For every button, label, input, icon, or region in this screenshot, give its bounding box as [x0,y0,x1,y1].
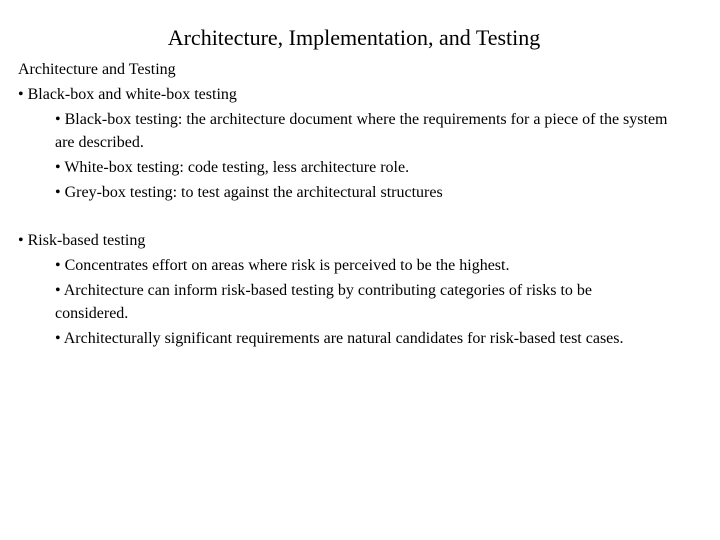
section-heading: Architecture and Testing [18,61,176,78]
section-spacer [18,206,708,229]
sub-bullet-grey-box: • Grey-box testing: to test against the architectural structures [55,184,443,201]
slide-content [18,58,708,352]
sub-bullet-significant-requirements: • Architecturally significant requirements are natural candidates for risk-based test cases. [55,330,624,347]
bullet-risk-based: • Risk-based testing [18,232,146,249]
sub-bullet-black-box: • Black-box testing: the architecture document where the requirements for a piece of the system are described. [55,111,668,151]
bullet-black-white-box: • Black-box and white-box testing [18,86,237,103]
sub-bullet-concentrates: • Concentrates effort on areas where risk is perceived to be the highest. [55,257,510,274]
slide-title: Architecture, Implementation, and Testing [167,25,541,50]
sub-bullet-white-box: • White-box testing: code testing, less architecture role. [55,159,410,176]
sub-bullet-architecture-inform: • Architecture can inform risk-based testing by contributing categories of risks to be considered. [55,282,593,322]
